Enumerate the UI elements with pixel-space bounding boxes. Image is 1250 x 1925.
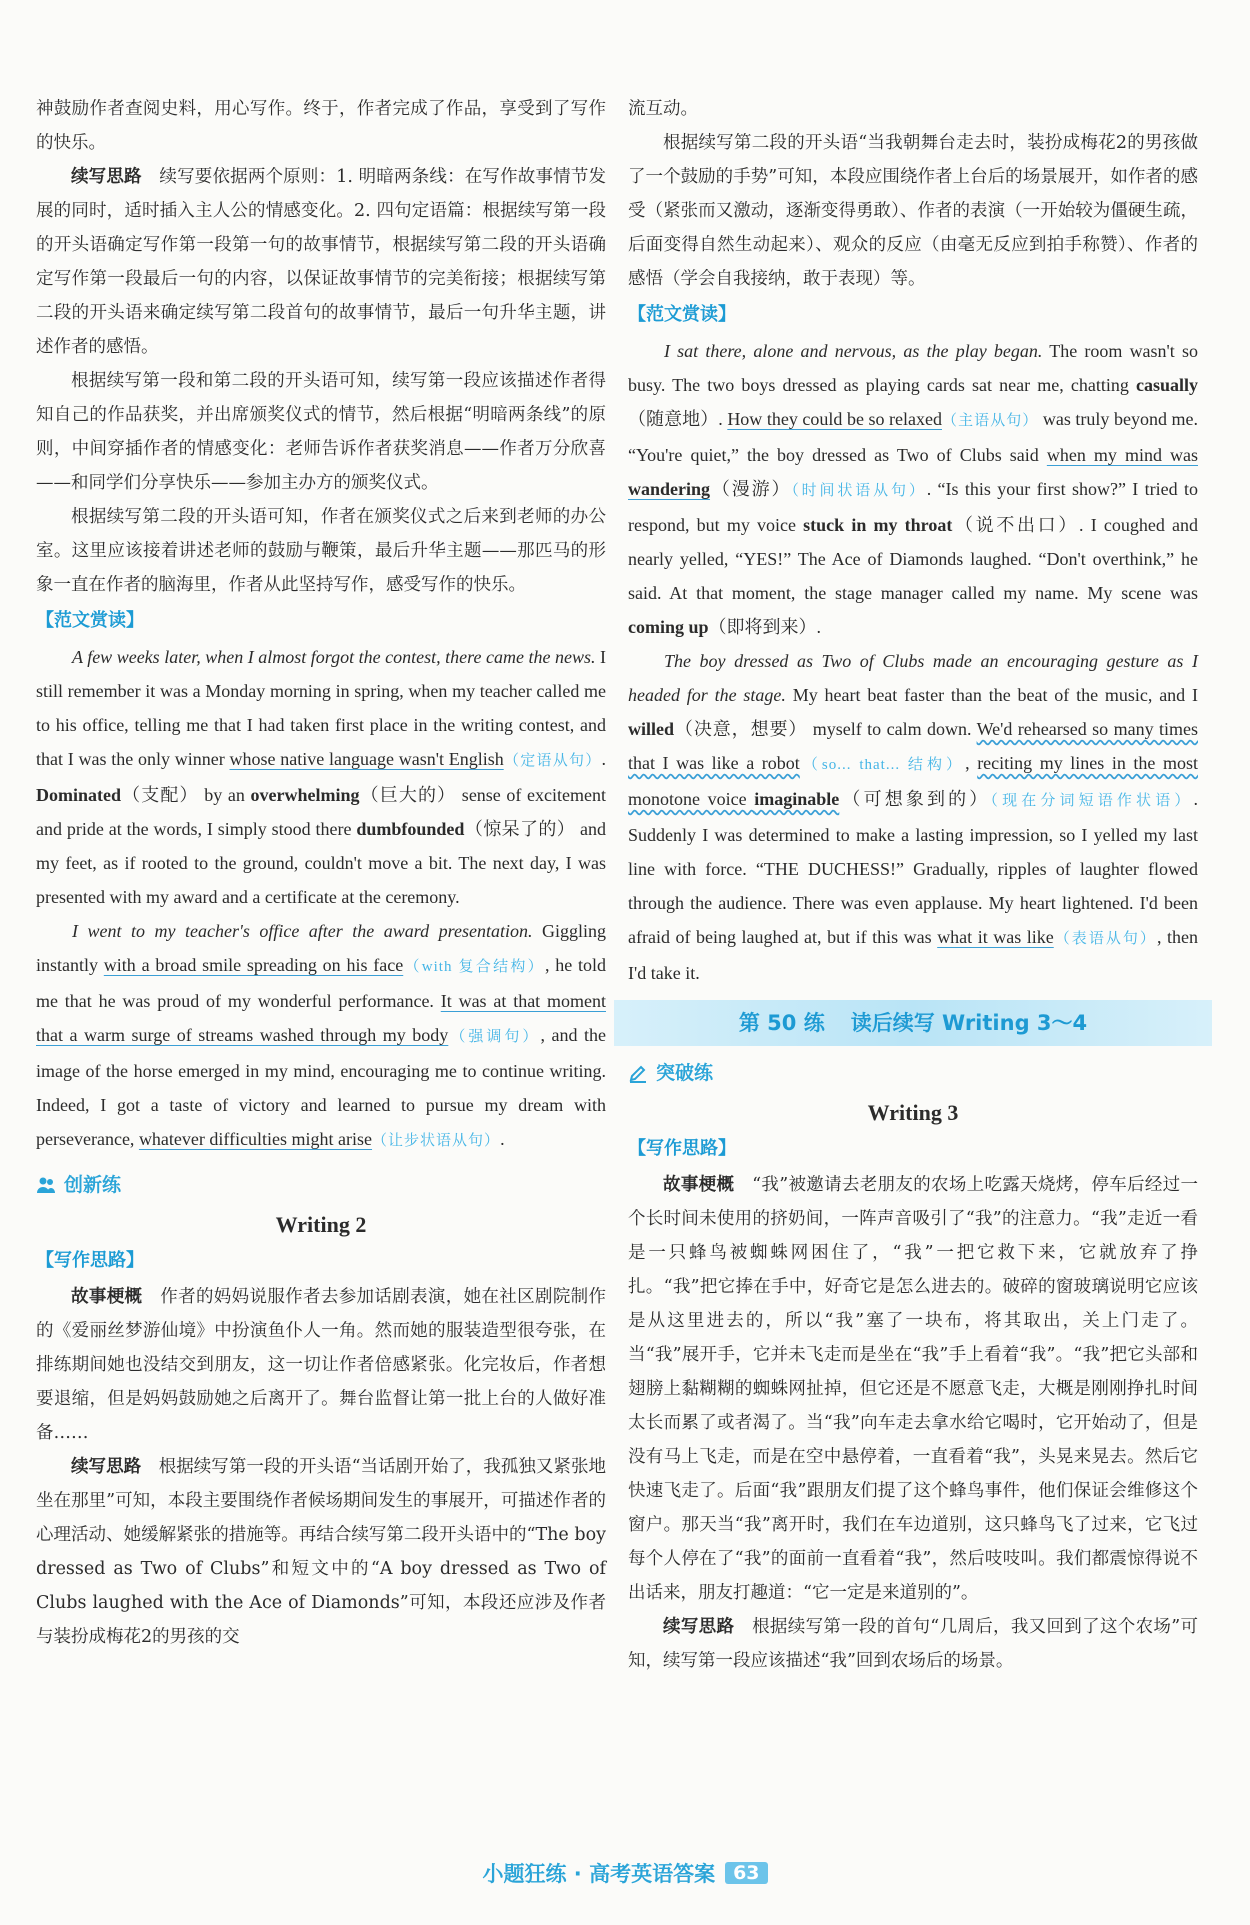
text: was truly beyond me. “You're quiet,” the boy dressed as Two of Clubs said <box>628 409 1199 465</box>
vocab-gloss: （决意，想要） <box>674 719 808 739</box>
paragraph <box>36 1450 606 1654</box>
vocab-gloss: （即将到来） <box>708 617 817 637</box>
section-title: 创新练 <box>64 1174 122 1196</box>
text: Giggling instantly <box>36 921 606 975</box>
grammar-note: （表语从句） <box>1053 931 1157 947</box>
paragraph: 流互动。 <box>628 99 698 119</box>
paragraph <box>628 1168 1198 1610</box>
text: , and the image of the horse emerged in my mind, encouraging me to continue writing. Indeed, I got a taste of victory and learned to pursue my dream with perseverance, <box>36 1025 606 1149</box>
vocab-gloss: （说不出口） <box>952 515 1080 535</box>
label: 续写思路 <box>71 167 142 187</box>
underlined-phrase: How they could be so relaxed <box>727 409 942 429</box>
writing-title: Writing 2 <box>275 1212 367 1237</box>
vocab-gloss: （惊呆了的） <box>464 819 576 839</box>
label: 续写思路 <box>663 1617 735 1637</box>
essay-paragraph <box>628 644 1198 990</box>
text: The room wasn't so busy. The two boys dressed as playing cards sat near me, chatting <box>628 341 1198 395</box>
underlined-phrase: reciting my lines in the most monotone voice <box>628 753 1198 809</box>
practice-number: 第 50 练 <box>738 1011 825 1035</box>
grammar-note: （so... that... 结构） <box>799 757 966 773</box>
page-footer <box>0 1858 1250 1888</box>
essay-paragraph <box>628 334 1198 644</box>
section-header-breakthrough <box>628 1056 1198 1090</box>
right-column <box>628 92 1198 1678</box>
text: . <box>718 409 728 429</box>
label: 续写思路 <box>71 1457 142 1477</box>
text: by an <box>198 785 251 805</box>
text: . Suddenly I was determined to make a lasting impression, so I yelled my last line with force. “THE DUCHESS!” Gradually, ripples of laughter flowed through the audience. There was even applause. My heart lightened. I'd been afraid of being laughed at, but if this was <box>628 789 1198 947</box>
opening-sentence: A few weeks later, when I almost forgot the contest, there came the news. <box>72 647 596 667</box>
grammar-note: （强调句） <box>448 1029 541 1045</box>
paragraph-text: 根据续写第一段的开头语“当话剧开始了，我孤独又紧张地坐在那里”可知，本段主要围绕作者候场期间发生的事展开，可描述作者的心理活动、她缓解紧张的措施等。再结合续写第二段开头语中的“The boy dressed as Two of Clubs”和短文中的“A boy dressed as Two of Clubs laughed with the Ace of Diamonds”可知，本段还应涉及作者与装扮成梅花2的男孩的交 <box>36 1457 607 1647</box>
section-tag: 【写作思路】 <box>628 1138 736 1159</box>
text: . “Is this your first show?” I tried to respond, but my voice <box>628 479 1198 535</box>
paragraph-text: 根据续写第一段的首句“几周后，我又回到了这个农场”可知，续写第一段应该描述“我”回到农场后的场景。 <box>628 1617 1198 1671</box>
underlined-phrase: whatever difficulties might arise <box>138 1129 373 1149</box>
underlined-phrase: whose native language wasn't English <box>229 749 504 769</box>
grammar-note: （定语从句） <box>503 753 602 769</box>
underlined-phrase: We'd rehearsed so many times that I was like a robot <box>628 719 1198 773</box>
vocab-gloss: （随意地） <box>628 409 719 429</box>
paragraph <box>628 1610 1198 1678</box>
opening-sentence: The boy dressed as Two of Clubs made an encouraging gesture as I headed for the stage. <box>628 651 1198 705</box>
text: and my feet, as if rooted to the ground, couldn't move a bit. The next day, I was presented with my award and a certificate at the ceremony. <box>36 819 606 907</box>
text: . <box>816 617 822 637</box>
underlined-phrase: with a broad smile spreading on his face <box>103 955 404 975</box>
label: 故事梗概 <box>71 1287 143 1307</box>
writing-title: Writing 3 <box>867 1100 959 1125</box>
opening-sentence: I went to my teacher's office after the award presentation. <box>72 921 533 941</box>
vocab-word: coming up <box>628 617 709 637</box>
vocab-word: imaginable <box>754 789 840 809</box>
opening-sentence: I sat there, alone and nervous, as the play began. <box>664 341 1043 361</box>
vocab-word: overwhelming <box>250 785 360 805</box>
section-tag: 【范文赏读】 <box>628 304 736 325</box>
vocab-gloss: （可想象到的） <box>839 789 991 809</box>
underlined-phrase: what it was like <box>937 927 1054 947</box>
section-tag: 【写作思路】 <box>36 1250 144 1271</box>
text: I still remember it was a Monday morning in spring, when my teacher called me to his office, telling me that I had taken first place in the writing contest, and that I was the only winner <box>36 647 606 769</box>
paragraph-text: 续写要依据两个原则：1. 明暗两条线：在写作故事情节发展的同时，适时插入主人公的情感变化。2. 四句定语篇：根据续写第一段的开头语确定写作第一段第一句的故事情节，根据续写第二段的开头语确定写作第一段最后一句的内容，以保证故事情节的完美衔接；根据续写第二段的开头语来确定续写第二段首句的故事情节，最后一句升华主题，讲述作者的感悟。 <box>36 167 607 357</box>
text: . <box>601 749 607 769</box>
text: sense of excitement and pride at the words, I simply stood there <box>36 785 606 839</box>
grammar-note: （主语从句） <box>942 413 1039 429</box>
grammar-note: （现在分词短语作状语） <box>990 793 1194 809</box>
text: , <box>965 753 978 773</box>
text: , he told me that he was proud of my wonderful performance. <box>36 955 607 1011</box>
vocab-word: dumbfounded <box>356 819 465 839</box>
underlined-phrase: It was at that moment that a warm surge of streams washed through my body <box>36 991 606 1045</box>
section-title: 突破练 <box>656 1062 714 1084</box>
text: . I coughed and nearly yelled, “YES!” The Ace of Diamonds laughed. “Don't overthink,” he said. At that moment, the stage manager called my name. My scene was <box>628 515 1198 603</box>
practice-title: 读后续写 Writing 3～4 <box>850 1011 1088 1035</box>
paragraph: 根据续写第二段的开头语可知，作者在颁奖仪式之后来到老师的办公室。这里应该接着讲述老师的鼓励与鞭策，最后升华主题——那匹马的形象一直在作者的脑海里，作者从此坚持写作，感受写作的快乐。 <box>36 507 606 595</box>
vocab-word: Dominated <box>36 785 121 805</box>
vocab-word: stuck in my throat <box>803 515 953 535</box>
vocab-word: willed <box>628 719 675 739</box>
vocab-word: casually <box>1135 375 1198 395</box>
text: My heart beat faster than the beat of the music, and I <box>785 685 1198 705</box>
grammar-note: （时间状语从句） <box>791 483 927 499</box>
paragraph-text: 作者的妈妈说服作者去参加话剧表演，她在社区剧院制作的《爱丽丝梦游仙境》中扮演鱼仆人一角。然而她的服装造型很夸张，在排练期间她也没结交到朋友，这一切让作者倍感紧张。化完妆后，作者想要退缩，但是妈妈鼓励她之后离开了。舞台监督让第一批上台的人做好准备…… <box>36 1287 607 1443</box>
book-series-title: 小题狂练 · 高考英语答案 <box>482 1862 716 1886</box>
paragraph-text: “我”被邀请去老朋友的农场上吃露天烧烤，停车后经过一个长时间未使用的挤奶间，一阵声音吸引了“我”的注意力。“我”走近一看是一只蜂鸟被蜘蛛网困住了，“我”一把它救下来，它就放弃了挣扎。“我”把它捧在手中，好奇它是怎么进去的。破碎的窗玻璃说明它应该是从这里进去的，所以“我”塞了一块布，将其取出，关上门走了。当“我”展开手，它并未飞走而是坐在“我”手上看着“我”。“我”把它头部和翅膀上黏糊糊的蜘蛛网扯掉，但它还是不愿意飞走，大概是刚刚挣扎时间太长而累了或者渴了。当“我”向车走去拿水给它喝时，它开始动了，但是没有马上飞走，而是在空中悬停着，一直看着“我”，头晃来晃去。然后它快速飞走了。后面“我”跟朋友们提了这个蜂鸟事件，他们保证会维修这个窗户。那天当“我”离开时，我们在车边道别，这只蜂鸟飞了过来，它飞过每个人停在了“我”的面前一直看着“我”，然后吱吱叫。我们都震惊得说不出话来，朋友打趣道：“它一定是来道别的”。 <box>628 1175 1198 1603</box>
section-tag: 【范文赏读】 <box>36 610 144 631</box>
essay-paragraph <box>36 640 606 914</box>
grammar-note: （让步状语从句） <box>372 1133 501 1149</box>
practice-banner <box>614 1000 1212 1046</box>
text: myself to calm down. <box>807 719 977 739</box>
grammar-note: （with 复合结构） <box>403 959 545 975</box>
people-icon <box>36 1175 56 1195</box>
paragraph <box>36 160 606 364</box>
paragraph: 神鼓励作者查阅史料，用心写作。终于，作者完成了作品，享受到了写作的快乐。 <box>36 99 606 153</box>
text: , then I'd take it. <box>628 927 1198 983</box>
label: 故事梗概 <box>663 1175 735 1195</box>
page-number: 63 <box>725 1862 767 1884</box>
paragraph: 根据续写第二段的开头语“当我朝舞台走去时，装扮成梅花2的男孩做了一个鼓励的手势”可知，本段应围绕作者上台后的场景展开，如作者的感受（紧张而又激动，逐渐变得勇敢）、作者的表演（一开始较为僵硬生疏，后面变得自然生动起来）、观众的反应（由毫无反应到拍手称赞）、作者的感悟（学会自我接纳，敢于表现）等。 <box>628 133 1198 289</box>
paragraph: 根据续写第一段和第二段的开头语可知，续写第一段应该描述作者得知自己的作品获奖，并出席颁奖仪式的情节，然后根据“明暗两条线”的原则，中间穿插作者的情感变化：老师告诉作者获奖消息——作者万分欣喜——和同学们分享快乐——参加主办方的颁奖仪式。 <box>36 371 606 493</box>
section-header-innovation <box>36 1168 606 1202</box>
vocab-word: wandering <box>628 479 711 499</box>
vocab-gloss: （漫游） <box>710 479 792 499</box>
paragraph <box>36 1280 606 1450</box>
text: . <box>500 1129 505 1149</box>
underlined-phrase: when my mind was <box>1046 445 1198 465</box>
pencil-icon <box>628 1063 648 1083</box>
vocab-gloss: （巨大的） <box>359 785 457 805</box>
left-column <box>36 92 606 1654</box>
vocab-gloss: （支配） <box>121 785 199 805</box>
essay-paragraph <box>36 914 606 1158</box>
